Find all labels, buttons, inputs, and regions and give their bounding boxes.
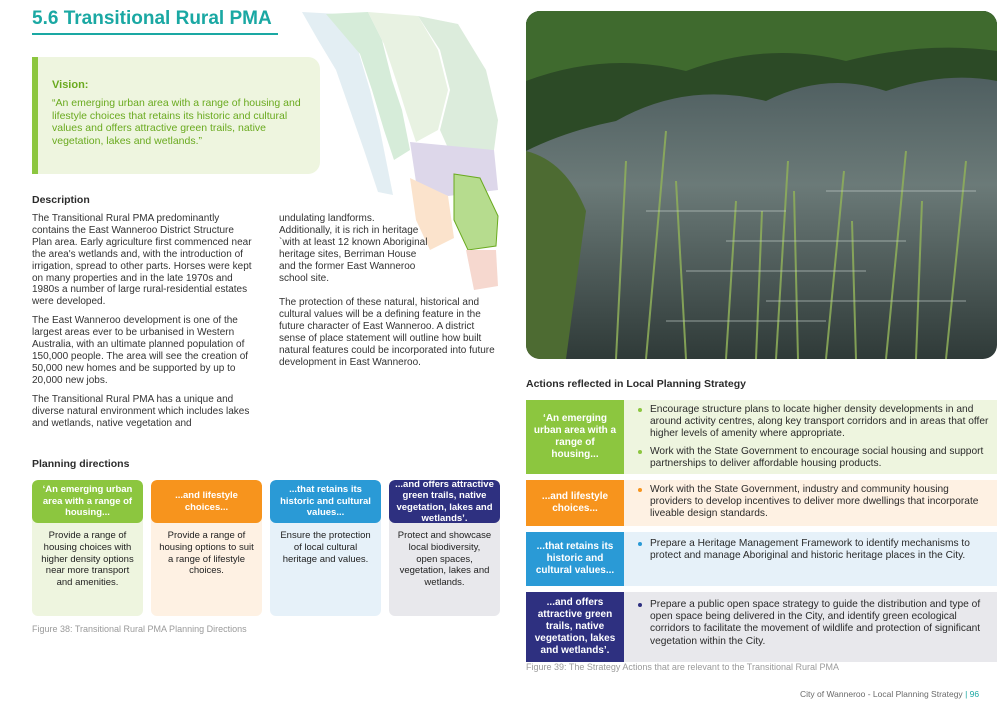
action-row-header: ...and offers attractive green trails, native vegetation, lakes and wetlands’.: [526, 592, 624, 662]
action-row-body: [624, 532, 997, 586]
description-paragraph: The Transitional Rural PMA has a unique and diverse natural environment which includes lakes and wetlands, native vegetation and: [32, 393, 250, 429]
title-rule: [32, 33, 278, 35]
action-item-text: Prepare a public open space strategy to guide the distribution and type of open space being delivered in the City, and identify green ecological corridors to facilitate the movement of wildlife and protection of significant vegetation within the City.: [650, 599, 981, 647]
action-row-heritage: [526, 532, 997, 586]
figure-38-caption: Figure 38: Transitional Rural PMA Planning Directions: [32, 624, 247, 634]
description-paragraph: The East Wanneroo development is one of the largest areas ever to be urbanised in Western Australia, with an ultimate planned population of 150,000 people. The area will see the creation of 50,000 new homes and be supported by up to 20,000 new jobs.: [32, 315, 249, 386]
action-item: [638, 599, 989, 648]
planning-card-header: ...and offers attractive green trails, native vegetation, lakes and wetlands’.: [389, 480, 500, 523]
vision-label: Vision:: [52, 79, 89, 91]
planning-card-body: Ensure the protection of local cultural heritage and values.: [280, 530, 371, 565]
footer-text: City of Wanneroo - Local Planning Strategy: [800, 689, 963, 699]
description-column-2b: [279, 297, 501, 375]
description-column-1: [32, 213, 254, 436]
action-item-text: Encourage structure plans to locate higher density developments in and around activity centres, along key transport corridors and in areas that offer higher levels of amenity where appropriate.: [650, 404, 989, 440]
page-title: 5.6 Transitional Rural PMA: [32, 8, 272, 29]
page-number: | 96: [965, 689, 980, 699]
figure-39-caption: Figure 39: The Strategy Actions that are relevant to the Transitional Rural PMA: [526, 662, 839, 672]
bullet-icon: [638, 450, 642, 454]
planning-card-green-trails: [389, 480, 500, 616]
description-column-2a: [279, 213, 429, 291]
action-row-housing: [526, 400, 997, 474]
planning-card-body: Provide a range of housing choices with higher density options near more transport and amenities.: [41, 530, 134, 589]
description-paragraph: The protection of these natural, historical and cultural values will be a defining feature in the future character of East Wanneroo. A district sense of place statement will outline how built natural features could be incorporated into future development in East Wanneroo.: [279, 297, 495, 368]
action-row-header: ‘An emerging urban area with a range of housing...: [526, 400, 624, 474]
action-row-body: [624, 480, 997, 526]
action-row-header: ...that retains its historic and cultural values...: [526, 532, 624, 586]
actions-heading: Actions reflected in Local Planning Strategy: [526, 378, 746, 390]
action-item: [638, 538, 989, 562]
planning-card-body: Provide a range of housing options to suit a range of lifestyle choices.: [159, 530, 254, 577]
planning-directions-heading: Planning directions: [32, 458, 130, 470]
vision-box: [32, 57, 320, 174]
page-footer: [800, 689, 979, 699]
bullet-icon: [638, 408, 642, 412]
planning-card-header: ‘An emerging urban area with a range of housing...: [32, 480, 143, 523]
planning-card-body: Protect and showcase local biodiversity, open spaces, vegetation, lakes and wetlands.: [397, 530, 492, 589]
bullet-icon: [638, 488, 642, 492]
bullet-icon: [638, 542, 642, 546]
action-row-body: [624, 592, 997, 662]
action-item-text: Work with the State Government, industry and community housing providers to develop incentives to deliver more dwellings that incorporate liveable design standards.: [650, 484, 979, 520]
wetland-photo: [526, 11, 997, 359]
action-item: [638, 446, 989, 470]
description-paragraph: undulating landforms. Additionally, it is rich in heritage `with at least 12 known Aboriginal heritage sites, Berriman House and the former East Wanneroo school site.: [279, 213, 428, 284]
bullet-icon: [638, 603, 642, 607]
planning-card-header: ...and lifestyle choices...: [151, 480, 262, 523]
action-item-text: Prepare a Heritage Management Framework to identify mechanisms to protect and manage Aboriginal and historic heritage places in the City.: [650, 538, 970, 562]
vision-text: “An emerging urban area with a range of housing and lifestyle choices that retains its historic and cultural values and offers attractive green trails, native vegetation, lakes and wetlands.”: [52, 97, 301, 147]
planning-card-heritage: [270, 480, 381, 616]
planning-card-housing: [32, 480, 143, 616]
action-item-text: Work with the State Government to encourage social housing and support partnerships to deliver affordable housing products.: [650, 445, 984, 469]
action-item: [638, 484, 989, 521]
action-item: [638, 404, 989, 441]
action-row-lifestyle: [526, 480, 997, 526]
map-region-south: [466, 250, 498, 290]
action-row-header: ...and lifestyle choices...: [526, 480, 624, 526]
description-heading: Description: [32, 194, 90, 206]
action-row-green-trails: [526, 592, 997, 662]
description-paragraph: The Transitional Rural PMA predominantly contains the East Wanneroo District Structure Plan area. Early agriculture first commenced near the area's wetlands and, with the introduction of irrigation, spread to other parts. Horses were kept on many properties and in the late 1970s and 1980s a number of large rural-residential estates were developed.: [32, 213, 252, 308]
action-row-body: [624, 400, 997, 474]
planning-card-lifestyle: [151, 480, 262, 616]
planning-card-header: ...that retains its historic and cultural values...: [270, 480, 381, 523]
